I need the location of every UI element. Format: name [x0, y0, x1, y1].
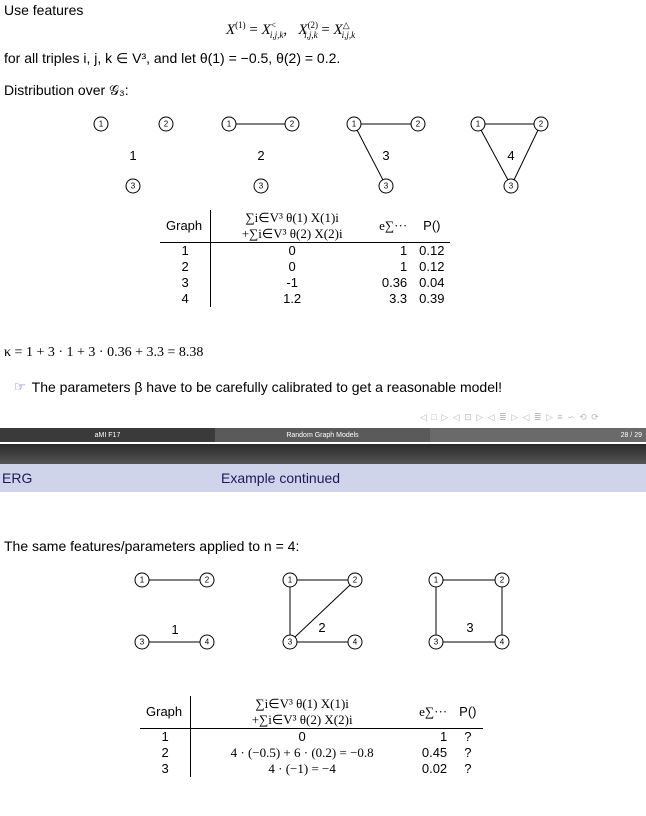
table-row: 1 0 1 ? [140, 729, 483, 746]
graph-2-n4 [283, 573, 362, 649]
svg-text:2: 2 [538, 119, 544, 129]
slide-footer [0, 428, 646, 442]
svg-text:1: 1 [433, 575, 439, 585]
svg-text:3: 3 [130, 181, 136, 191]
col-p-header: P() [423, 218, 441, 233]
col-sum-header-2: +∑i∈V³ θ(2) X(2)i [191, 712, 414, 729]
table-row: 1 0 1 0.12 [160, 243, 450, 260]
node-2 [159, 117, 173, 131]
footer-page: 28 / 29 [430, 428, 646, 442]
col-sum-header-2: +∑i∈V³ θ(2) X(2)i [211, 226, 374, 243]
graph-2-n3 [222, 117, 299, 193]
col-graph-header: Graph [146, 704, 183, 719]
svg-text:3: 3 [258, 181, 264, 191]
section-label: ERG [2, 470, 33, 486]
header-top-bar [0, 444, 646, 464]
graph-3-n3 [347, 117, 425, 193]
graph-3-n4 [429, 573, 509, 649]
note-text: The parameters β have to be carefully calibrated to get a reasonable model! [31, 379, 502, 395]
col-sum-header-1: ∑i∈V³ θ(1) X(1)i [211, 210, 374, 226]
svg-text:2: 2 [289, 119, 295, 129]
svg-text:1: 1 [226, 119, 232, 129]
graph-1-n4 [135, 573, 214, 649]
table-row: 2 0 1 0.12 [181, 259, 445, 274]
col-graph-header: Graph [166, 218, 203, 233]
col-exp-header: e∑··· [379, 218, 408, 233]
note-line [14, 379, 502, 395]
graph-label: 3 [382, 148, 390, 163]
svg-text:2: 2 [415, 119, 421, 129]
table-row: 2 4 · (−0.5) + 6 · (0.2) = −0.8 0.45 ? [161, 745, 472, 760]
svg-text:2: 2 [163, 119, 169, 129]
footer-center: Random Graph Models [215, 428, 430, 442]
graphs-n4-diagram [0, 566, 646, 656]
svg-text:1: 1 [475, 119, 481, 129]
features-formula: $X^{(1)} = X^<_{i,j,k}$, $X^{(2)}_{i,j,k} = X^\triangle_{i,j,k}$ [226, 20, 356, 40]
table-row: 3 -1 0.36 0.04 [181, 275, 445, 290]
svg-text:1: 1 [351, 119, 357, 129]
distribution-table-n4 [140, 696, 483, 777]
graph-1-n3 [94, 117, 173, 193]
slide-header [0, 464, 646, 492]
svg-text:2: 2 [204, 575, 210, 585]
graph-4-n3 [471, 117, 548, 193]
intro-text-n4: The same features/parameters applied to n = 4: [4, 538, 300, 554]
svg-text:2: 2 [352, 575, 358, 585]
triples-line: for all triples i, j, k ∈ V³, and let θ(1) = −0.5, θ(2) = 0.2. [4, 50, 341, 66]
graph-label: 4 [507, 148, 515, 163]
node-1 [94, 117, 108, 131]
svg-text:1: 1 [98, 119, 104, 129]
col-sum-header-1: ∑i∈V³ θ(1) X(1)i [191, 696, 414, 712]
table-row: 4 1.2 3.3 0.39 [181, 291, 445, 306]
kappa-line: κ = 1 + 3 · 1 + 3 · 0.36 + 3.3 = 8.38 [4, 345, 204, 360]
graph-label: 1 [171, 622, 179, 637]
svg-text:3: 3 [287, 637, 293, 647]
graph-label: 1 [129, 148, 137, 163]
node-3 [126, 179, 140, 193]
intro-text: Use features [4, 2, 84, 18]
svg-text:3: 3 [508, 181, 514, 191]
graph-label: 2 [318, 620, 326, 635]
svg-text:2: 2 [499, 575, 505, 585]
table-row: 3 4 · (−1) = −4 0.02 ? [161, 761, 472, 776]
distribution-table-n3 [160, 210, 450, 307]
svg-text:3: 3 [139, 637, 145, 647]
svg-text:1: 1 [139, 575, 145, 585]
svg-text:1: 1 [287, 575, 293, 585]
distribution-text: Distribution over 𝒢₃: [4, 82, 129, 98]
col-p-header: P() [459, 704, 477, 719]
graph-label: 3 [466, 620, 474, 635]
svg-text:4: 4 [352, 637, 358, 647]
svg-text:3: 3 [433, 637, 439, 647]
pointing-hand-icon: ☞ [14, 379, 26, 394]
footer-left: aMI F17 [0, 428, 215, 442]
frame-title: Example continued [221, 470, 341, 486]
svg-text:4: 4 [499, 637, 505, 647]
graph-label: 2 [257, 148, 265, 163]
beamer-nav-icons[interactable]: ◁ □ ▷ ◁ ⊡ ▷ ◁ ≣ ▷ ◁ ≣ ▷ ≡ ∽ ⟲ ⟳ [420, 412, 600, 422]
svg-text:4: 4 [204, 637, 210, 647]
col-exp-header: e∑··· [419, 704, 448, 719]
svg-text:3: 3 [383, 181, 389, 191]
graphs-n3-diagram [0, 110, 646, 200]
